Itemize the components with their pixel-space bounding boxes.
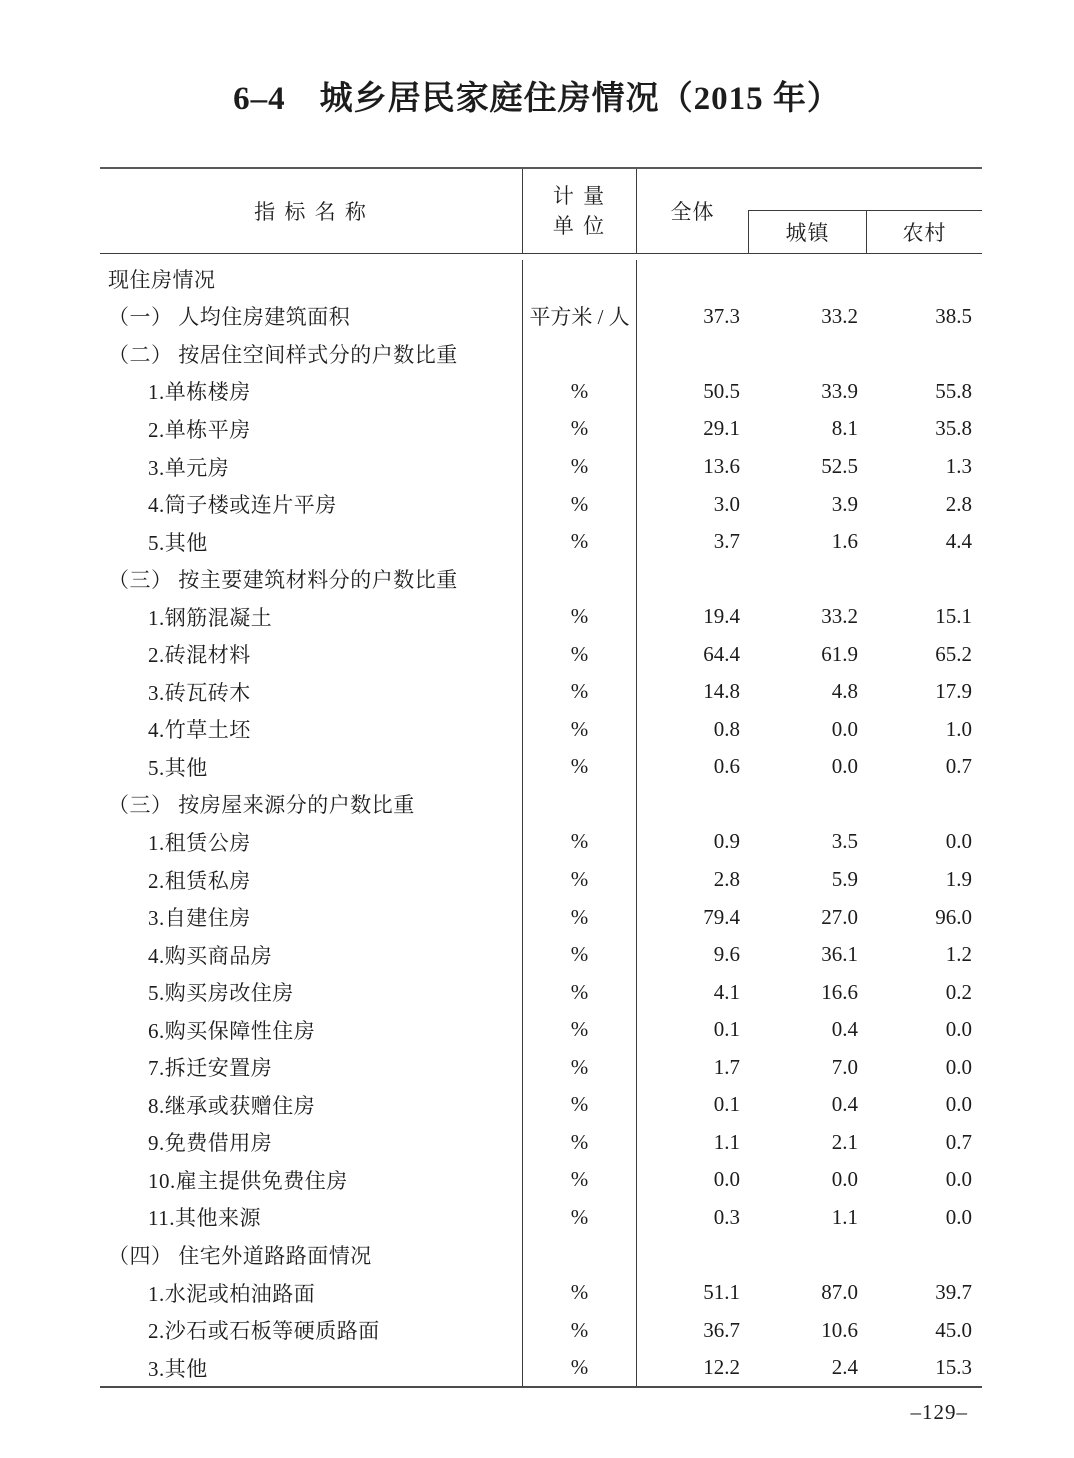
indicator-name-cell: 2.沙石或石板等硬质路面 xyxy=(100,1311,523,1349)
rural-value-cell: 15.1 xyxy=(935,604,972,629)
indicator-name-cell: 2.砖混材料 xyxy=(100,635,523,673)
table-row xyxy=(100,1311,982,1349)
rural-value-cell: 65.2 xyxy=(935,641,972,666)
urban-value-cell: 36.1 xyxy=(821,942,858,967)
urban-value-cell: 33.9 xyxy=(821,378,858,403)
unit-cell: % xyxy=(523,373,637,411)
col-header-unit-line2: 单 位 xyxy=(552,214,607,238)
rural-value-cell: 0.0 xyxy=(945,829,972,854)
urban-value-cell: 33.2 xyxy=(821,604,858,629)
urban-value-cell: 1.1 xyxy=(831,1204,858,1229)
col-header-urban: 城镇 xyxy=(749,211,867,253)
table-row xyxy=(100,1124,982,1162)
total-value-cell xyxy=(637,260,748,298)
table-row xyxy=(100,298,982,336)
total-value-cell: 3.0 xyxy=(713,491,740,516)
indicator-name-cell: （三） 按房屋来源分的户数比重 xyxy=(100,786,523,824)
total-value-cell: 79.4 xyxy=(703,904,740,929)
total-value-cell: 19.4 xyxy=(703,604,740,629)
indicator-name-cell: 4.竹草土坯 xyxy=(100,711,523,749)
table-header xyxy=(100,169,982,254)
total-value-cell: 3.7 xyxy=(713,529,740,554)
indicator-name-cell: 3.单元房 xyxy=(100,448,523,486)
urban-value-cell: 5.9 xyxy=(831,867,858,892)
unit-cell: % xyxy=(523,711,637,749)
unit-cell: % xyxy=(523,1048,637,1086)
unit-cell: % xyxy=(523,936,637,974)
rural-value-cell: 55.8 xyxy=(935,378,972,403)
table-row xyxy=(100,748,982,786)
table-row xyxy=(100,1236,982,1274)
indicator-name-cell: 1.水泥或柏油路面 xyxy=(100,1274,523,1312)
urban-value-cell: 8.1 xyxy=(831,416,858,441)
indicator-name-cell: 11.其他来源 xyxy=(100,1199,523,1237)
total-value-cell xyxy=(637,335,748,373)
rural-value-cell: 1.2 xyxy=(945,942,972,967)
rural-value-cell: 1.9 xyxy=(945,867,972,892)
rural-value-cell xyxy=(866,1236,982,1274)
rural-value-cell: 0.7 xyxy=(945,1129,972,1154)
indicator-name-cell: 4.筒子楼或连片平房 xyxy=(100,485,523,523)
rural-value-cell: 96.0 xyxy=(935,904,972,929)
unit-cell: % xyxy=(523,748,637,786)
total-value-cell: 64.4 xyxy=(703,641,740,666)
urban-value-cell: 3.9 xyxy=(831,491,858,516)
indicator-name-cell: 1.钢筋混凝土 xyxy=(100,598,523,636)
rural-value-cell: 2.8 xyxy=(945,491,972,516)
rural-value-cell: 0.0 xyxy=(945,1167,972,1192)
urban-value-cell: 52.5 xyxy=(821,454,858,478)
total-value-cell: 14.8 xyxy=(703,679,740,704)
total-value-cell: 12.2 xyxy=(703,1355,740,1380)
col-header-unit xyxy=(523,169,637,253)
total-value-cell xyxy=(637,560,748,598)
table-row xyxy=(100,635,982,673)
total-value-cell: 36.7 xyxy=(703,1317,740,1342)
rural-value-cell: 0.0 xyxy=(945,1017,972,1042)
table-body xyxy=(100,254,982,1386)
indicator-name-cell: 2.单栋平房 xyxy=(100,410,523,448)
col-header-subgroup xyxy=(748,210,982,253)
indicator-name-cell: 4.购买商品房 xyxy=(100,936,523,974)
rural-value-cell xyxy=(866,786,982,824)
unit-cell: % xyxy=(523,898,637,936)
indicator-name-cell: 5.购买房改住房 xyxy=(100,973,523,1011)
total-value-cell: 0.8 xyxy=(713,716,740,741)
unit-cell: % xyxy=(523,635,637,673)
indicator-name-cell: 3.其他 xyxy=(100,1349,523,1387)
indicator-name-cell: 2.租赁私房 xyxy=(100,861,523,899)
total-value-cell: 0.1 xyxy=(713,1092,740,1117)
total-value-cell: 0.1 xyxy=(713,1017,740,1042)
indicator-name-cell: 3.自建住房 xyxy=(100,898,523,936)
total-value-cell: 0.6 xyxy=(713,754,740,779)
unit-cell: % xyxy=(523,973,637,1011)
total-value-cell: 2.8 xyxy=(713,867,740,892)
unit-cell: % xyxy=(523,1161,637,1199)
unit-cell xyxy=(523,786,637,824)
indicator-name-cell: （四） 住宅外道路路面情况 xyxy=(100,1236,523,1274)
rural-value-cell: 0.0 xyxy=(945,1092,972,1117)
unit-cell: % xyxy=(523,485,637,523)
urban-value-cell: 1.6 xyxy=(831,529,858,554)
rural-value-cell: 45.0 xyxy=(935,1317,972,1342)
unit-cell: % xyxy=(523,823,637,861)
rural-value-cell: 1.3 xyxy=(945,454,972,478)
urban-value-cell: 4.8 xyxy=(831,679,858,704)
table-row xyxy=(100,560,982,598)
urban-value-cell: 87.0 xyxy=(821,1280,858,1305)
rural-value-cell xyxy=(866,335,982,373)
table-row xyxy=(100,485,982,523)
table-row xyxy=(100,410,982,448)
indicator-name-cell: 现住房情况 xyxy=(100,260,523,298)
urban-value-cell: 61.9 xyxy=(821,641,858,666)
indicator-name-cell: 9.免费借用房 xyxy=(100,1124,523,1162)
urban-value-cell: 0.0 xyxy=(831,1167,858,1192)
total-value-cell: 0.0 xyxy=(713,1167,740,1192)
table-row xyxy=(100,823,982,861)
urban-value-cell xyxy=(748,260,866,298)
indicator-name-cell: 7.拆迁安置房 xyxy=(100,1048,523,1086)
total-value-cell: 13.6 xyxy=(703,454,740,478)
indicator-name-cell: 8.继承或获赠住房 xyxy=(100,1086,523,1124)
unit-cell xyxy=(523,335,637,373)
unit-cell: % xyxy=(523,410,637,448)
table-row xyxy=(100,673,982,711)
table-row xyxy=(100,1011,982,1049)
page-number: –129– xyxy=(910,1400,968,1424)
urban-value-cell xyxy=(748,560,866,598)
total-value-cell: 9.6 xyxy=(713,942,740,967)
rural-value-cell: 15.3 xyxy=(935,1355,972,1380)
total-value-cell xyxy=(637,1236,748,1274)
table-row xyxy=(100,598,982,636)
indicator-name-cell: 1.租赁公房 xyxy=(100,823,523,861)
table-row xyxy=(100,711,982,749)
table-row xyxy=(100,260,982,298)
urban-value-cell xyxy=(748,335,866,373)
urban-value-cell xyxy=(748,1236,866,1274)
rural-value-cell: 17.9 xyxy=(935,679,972,704)
urban-value-cell: 0.0 xyxy=(831,754,858,779)
indicator-name-cell: 10.雇主提供免费住房 xyxy=(100,1161,523,1199)
total-value-cell: 1.7 xyxy=(713,1054,740,1079)
total-value-cell: 4.1 xyxy=(713,979,740,1004)
indicator-name-cell: 6.购买保障性住房 xyxy=(100,1011,523,1049)
urban-value-cell: 0.4 xyxy=(831,1017,858,1042)
unit-cell: % xyxy=(523,523,637,561)
unit-cell: % xyxy=(523,448,637,486)
unit-cell: % xyxy=(523,1011,637,1049)
col-header-indicator-name: 指 标 名 称 xyxy=(100,169,523,253)
indicator-name-cell: 3.砖瓦砖木 xyxy=(100,673,523,711)
rural-value-cell: 0.0 xyxy=(945,1204,972,1229)
urban-value-cell: 2.4 xyxy=(831,1355,858,1380)
col-header-total: 全体 xyxy=(670,200,715,224)
unit-cell: % xyxy=(523,1311,637,1349)
page-title: 6–4 城乡居民家庭住房情况（2015 年） xyxy=(233,81,841,117)
urban-value-cell: 27.0 xyxy=(821,904,858,929)
rural-value-cell: 0.2 xyxy=(945,979,972,1004)
urban-value-cell: 3.5 xyxy=(831,829,858,854)
table-row xyxy=(100,861,982,899)
table-row xyxy=(100,448,982,486)
rural-value-cell xyxy=(866,560,982,598)
total-value-cell: 29.1 xyxy=(703,416,740,441)
unit-cell: % xyxy=(523,1274,637,1312)
table-row xyxy=(100,1349,982,1387)
total-value-cell: 37.3 xyxy=(703,303,740,328)
urban-value-cell xyxy=(748,786,866,824)
total-value-cell xyxy=(637,786,748,824)
rural-value-cell: 0.7 xyxy=(945,754,972,779)
col-header-values-group xyxy=(637,169,982,253)
rural-value-cell: 35.8 xyxy=(935,416,972,441)
total-value-cell: 1.1 xyxy=(713,1129,740,1154)
rural-value-cell xyxy=(866,260,982,298)
rural-value-cell: 4.4 xyxy=(945,529,972,554)
urban-value-cell: 2.1 xyxy=(831,1129,858,1154)
unit-cell: 平方米 / 人 xyxy=(523,298,637,336)
urban-value-cell: 0.0 xyxy=(831,716,858,741)
unit-cell: % xyxy=(523,861,637,899)
unit-cell: % xyxy=(523,1349,637,1387)
rural-value-cell: 39.7 xyxy=(935,1280,972,1305)
unit-cell: % xyxy=(523,1124,637,1162)
col-header-rural: 农村 xyxy=(902,221,947,245)
table-row xyxy=(100,523,982,561)
unit-cell: % xyxy=(523,1199,637,1237)
urban-value-cell: 16.6 xyxy=(821,979,858,1004)
indicator-name-cell: 5.其他 xyxy=(100,748,523,786)
table-row xyxy=(100,1199,982,1237)
urban-value-cell: 33.2 xyxy=(821,303,858,328)
rural-value-cell: 38.5 xyxy=(935,303,972,328)
indicator-name-cell: （二） 按居住空间样式分的户数比重 xyxy=(100,335,523,373)
rural-value-cell: 0.0 xyxy=(945,1054,972,1079)
unit-cell: % xyxy=(523,598,637,636)
table-row xyxy=(100,373,982,411)
table-row xyxy=(100,1161,982,1199)
indicator-name-cell: （一） 人均住房建筑面积 xyxy=(100,298,523,336)
rural-value-cell: 1.0 xyxy=(945,716,972,741)
indicator-name-cell: 5.其他 xyxy=(100,523,523,561)
table-row xyxy=(100,1048,982,1086)
total-value-cell: 0.3 xyxy=(713,1204,740,1229)
table-row xyxy=(100,936,982,974)
table-row xyxy=(100,1274,982,1312)
unit-cell xyxy=(523,1236,637,1274)
unit-cell: % xyxy=(523,1086,637,1124)
table-row xyxy=(100,1086,982,1124)
urban-value-cell: 7.0 xyxy=(831,1054,858,1079)
unit-cell xyxy=(523,560,637,598)
table-row xyxy=(100,786,982,824)
urban-value-cell: 0.4 xyxy=(831,1092,858,1117)
total-value-cell: 50.5 xyxy=(703,378,740,403)
housing-table xyxy=(100,167,982,1388)
total-value-cell: 0.9 xyxy=(713,829,740,854)
urban-value-cell: 10.6 xyxy=(821,1317,858,1342)
unit-cell xyxy=(523,260,637,298)
unit-cell: % xyxy=(523,673,637,711)
table-row xyxy=(100,898,982,936)
table-row xyxy=(100,973,982,1011)
total-value-cell: 51.1 xyxy=(703,1280,740,1305)
indicator-name-cell: 1.单栋楼房 xyxy=(100,373,523,411)
indicator-name-cell: （三） 按主要建筑材料分的户数比重 xyxy=(100,560,523,598)
col-header-unit-line1: 计 量 xyxy=(552,184,607,208)
table-row xyxy=(100,335,982,373)
